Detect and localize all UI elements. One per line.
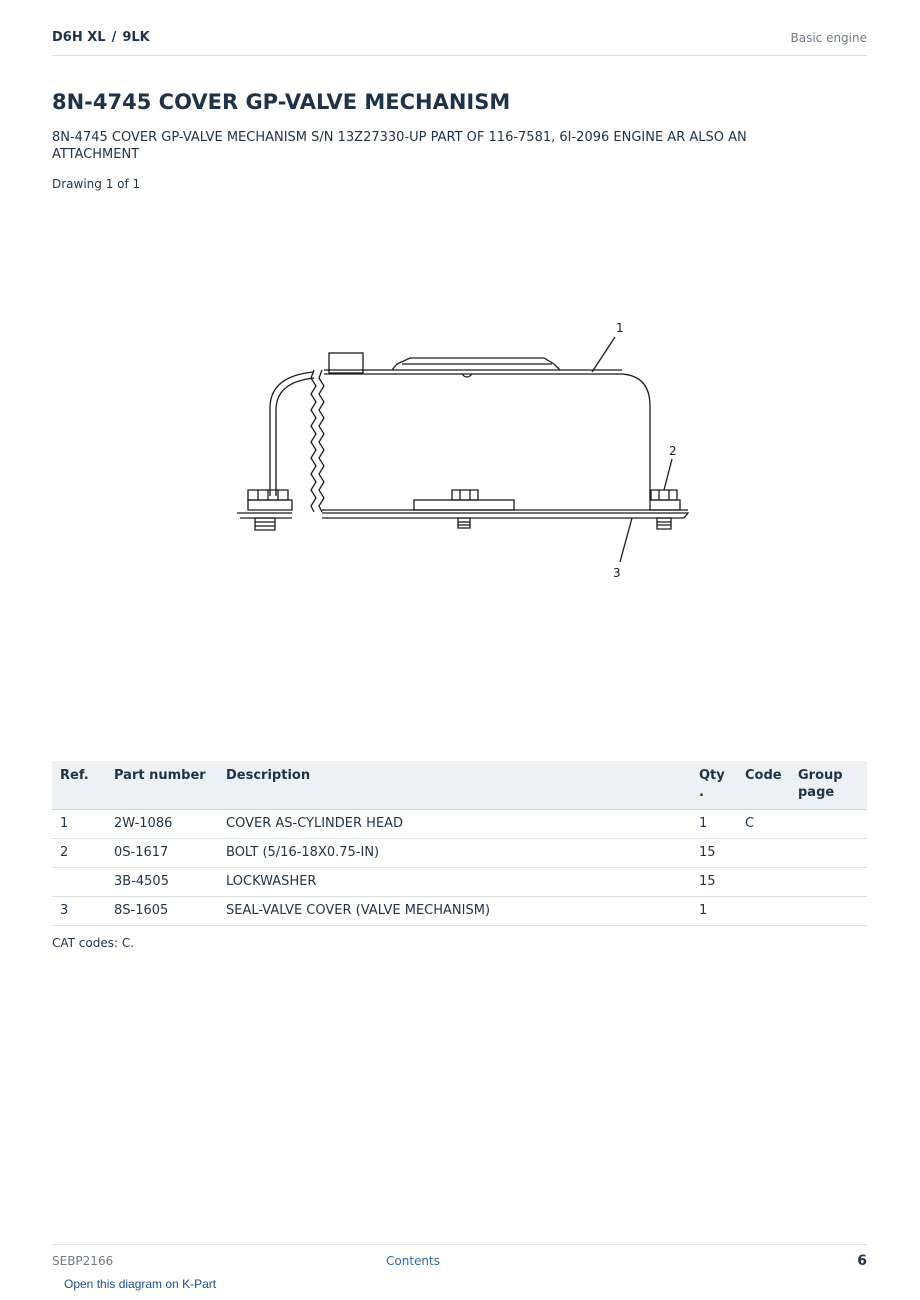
page-subtitle: 8N-4745 COVER GP-VALVE MECHANISM S/N 13Z27330-UP PART OF 116-7581, 6I-2096 ENGINE AR ALSO AN ATTACHMENT — [52, 130, 747, 162]
col-group-line1: Group — [798, 768, 843, 783]
cell-description: SEAL-VALVE COVER (VALVE MECHANISM) — [218, 897, 691, 926]
cell-ref: 2 — [52, 839, 106, 868]
page-title: 8N-4745 COVER GP-VALVE MECHANISM — [52, 90, 511, 114]
kpart-link[interactable]: Open this diagram on K-Part — [64, 1277, 217, 1291]
cell-qty: 1 — [691, 897, 737, 926]
cell-group-page — [790, 897, 867, 926]
center-plate — [414, 500, 514, 510]
cell-qty: 1 — [691, 810, 737, 839]
col-qty-line1: Qty — [699, 768, 725, 783]
section-label: Basic engine — [790, 31, 867, 45]
bolt-center — [452, 490, 478, 528]
col-group-line2: page — [798, 785, 835, 800]
breadcrumb-serial-prefix: 9LK — [122, 30, 150, 45]
col-code: Code — [737, 761, 790, 810]
cell-ref: 1 — [52, 810, 106, 839]
cell-code — [737, 897, 790, 926]
cell-group-page — [790, 868, 867, 897]
page-header — [52, 28, 867, 56]
cell-ref: 3 — [52, 897, 106, 926]
col-description: Description — [218, 761, 691, 810]
cell-code — [737, 839, 790, 868]
col-qty — [691, 761, 737, 810]
drawing-count: Drawing 1 of 1 — [52, 177, 141, 191]
col-part-number: Part number — [106, 761, 218, 810]
breadcrumb-model: D6H XL — [52, 30, 106, 45]
cell-part-number: 2W-1086 — [106, 810, 218, 839]
cell-code: C — [737, 810, 790, 839]
seal-flange — [237, 513, 688, 518]
cover-body — [324, 374, 650, 500]
cover-left-side-inner — [276, 378, 314, 496]
callout-3: 3 — [613, 566, 621, 580]
table-row — [52, 897, 867, 926]
cell-group-page — [790, 810, 867, 839]
break-line-left — [311, 370, 316, 512]
table-row — [52, 839, 867, 868]
cell-description: LOCKWASHER — [218, 868, 691, 897]
parts-table-header — [52, 761, 867, 810]
cell-description: BOLT (5/16-18X0.75-IN) — [218, 839, 691, 868]
cat-codes-note: CAT codes: C. — [52, 936, 135, 950]
callout-1: 1 — [616, 321, 624, 335]
breadcrumb-separator: / — [111, 30, 117, 45]
cell-ref — [52, 868, 106, 897]
parts-diagram — [52, 200, 867, 740]
bolt-right — [650, 490, 680, 529]
cell-part-number: 3B-4505 — [106, 868, 218, 897]
cell-qty: 15 — [691, 839, 737, 868]
cell-code — [737, 868, 790, 897]
left-flange-pad — [248, 500, 292, 510]
cell-group-page — [790, 839, 867, 868]
col-ref: Ref. — [52, 761, 106, 810]
page-number: 6 — [857, 1253, 867, 1269]
col-group-page — [790, 761, 867, 810]
table-row — [52, 810, 867, 839]
callout-2: 2 — [669, 444, 677, 458]
breadcrumb — [52, 30, 150, 45]
callout-3-leader — [620, 518, 632, 562]
break-line-right — [319, 370, 324, 512]
callout-1-leader — [592, 337, 615, 372]
callout-2-leader — [664, 459, 672, 490]
contents-link[interactable]: Contents — [386, 1254, 440, 1268]
document-id: SEBP2166 — [52, 1254, 114, 1268]
cell-part-number: 0S-1617 — [106, 839, 218, 868]
col-qty-line2: . — [699, 785, 704, 800]
page-footer — [52, 1244, 867, 1275]
cell-part-number: 8S-1605 — [106, 897, 218, 926]
cell-description: COVER AS-CYLINDER HEAD — [218, 810, 691, 839]
parts-table — [52, 761, 867, 926]
table-row — [52, 868, 867, 897]
cell-qty: 15 — [691, 868, 737, 897]
